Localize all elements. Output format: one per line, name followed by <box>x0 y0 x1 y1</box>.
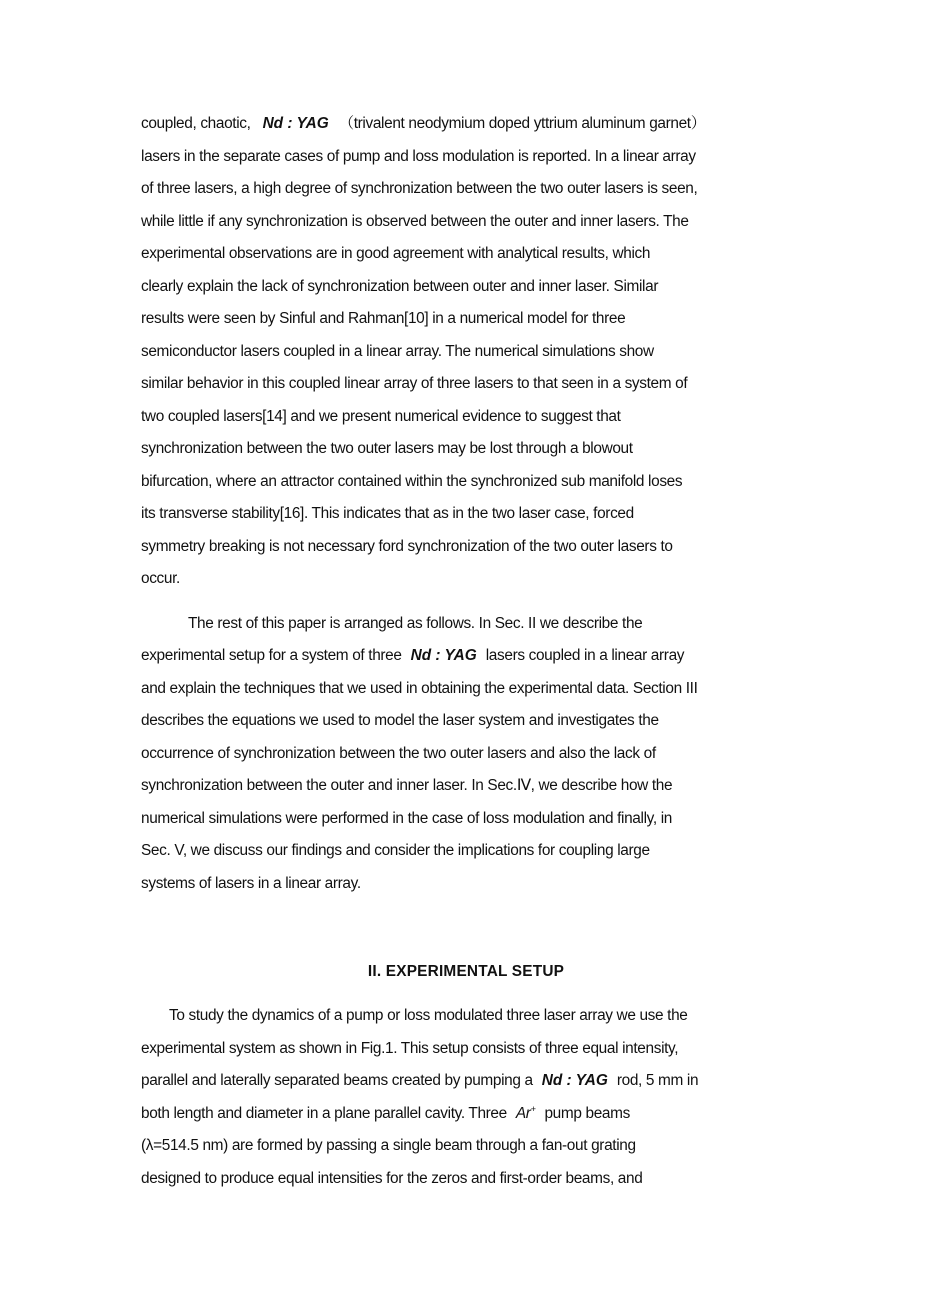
paragraph-experimental-setup <box>141 1000 791 1195</box>
text-line: its transverse stability[16]. This indicates that as in the two laser case, forced <box>141 505 634 522</box>
text-line: similar behavior in this coupled linear array of three lasers to that seen in a system of <box>141 375 688 392</box>
text-line: experimental setup for a system of three Nd : YAG lasers coupled in a linear array <box>141 647 685 664</box>
text-line: experimental system as shown in Fig.1. This setup consists of three equal intensity, <box>141 1039 679 1057</box>
text-line: two coupled lasers[14] and we present numerical evidence to suggest that <box>141 407 621 425</box>
text-line: designed to produce equal intensities for the zeros and first-order beams, and <box>141 1169 643 1187</box>
paper-page <box>141 108 791 1195</box>
formula-nd-yag: Nd : YAG <box>410 647 477 664</box>
text-line: experimental observations are in good agreement with analytical results, which <box>141 245 651 262</box>
text-line: bifurcation, where an attractor contained within the synchronized sub manifold loses <box>141 472 683 490</box>
text-line: and explain the techniques that we used in obtaining the experimental data. Section III <box>141 679 698 697</box>
text-line: occurrence of synchronization between the two outer lasers and also the lack of <box>141 744 656 762</box>
text-line: systems of lasers in a linear array. <box>141 874 361 892</box>
text-line: parallel and laterally separated beams created by pumping a Nd : YAG rod, 5 mm in <box>141 1072 699 1089</box>
text-line: lasers in the separate cases of pump and loss modulation is reported. In a linear array <box>141 147 696 165</box>
text-line: clearly explain the lack of synchronization between outer and inner laser. Similar <box>141 277 659 295</box>
text-line: Sec. V, we discuss our findings and consider the implications for coupling large <box>141 842 650 859</box>
text-line: synchronization between the outer and inner laser. In Sec.Ⅳ, we describe how the <box>141 777 673 794</box>
paragraph-outline <box>141 608 791 901</box>
text-line: symmetry breaking is not necessary ford synchronization of the two outer lasers to <box>141 537 673 555</box>
text-line: both length and diameter in a plane parallel cavity. Three Ar+ pump beams <box>141 1103 630 1122</box>
text-line: results were seen by Sinful and Rahman[10] in a numerical model for three <box>141 310 626 327</box>
text-line: synchronization between the two outer lasers may be lost through a blowout <box>141 440 633 457</box>
text-line: numerical simulations were performed in the case of loss modulation and finally, in <box>141 809 672 827</box>
text-line: The rest of this paper is arranged as follows. In Sec. II we describe the <box>188 614 643 632</box>
paragraph-intro-continued <box>141 108 791 596</box>
text-line: describes the equations we used to model the laser system and investigates the <box>141 712 659 729</box>
text-line: of three lasers, a high degree of synchronization between the two outer lasers is seen, <box>141 180 698 197</box>
formula-nd-yag: Nd : YAG <box>541 1072 608 1089</box>
text-line: To study the dynamics of a pump or loss modulated three laser array we use the <box>169 1007 688 1024</box>
text-line: occur. <box>141 570 180 587</box>
text-line: coupled, chaotic, Nd : YAG （trivalent neodymium doped yttrium aluminum garnet） <box>141 115 706 132</box>
text-line: (λ=514.5 nm) are formed by passing a single beam through a fan-out grating <box>141 1137 636 1154</box>
text-line: while little if any synchronization is observed between the outer and inner lasers. The <box>141 212 689 230</box>
text-line: semiconductor lasers coupled in a linear array. The numerical simulations show <box>141 342 654 360</box>
section-heading: II. EXPERIMENTAL SETUP <box>367 963 565 980</box>
formula-argon-ion: Ar+ <box>515 1103 536 1122</box>
formula-nd-yag: Nd : YAG <box>262 115 329 132</box>
